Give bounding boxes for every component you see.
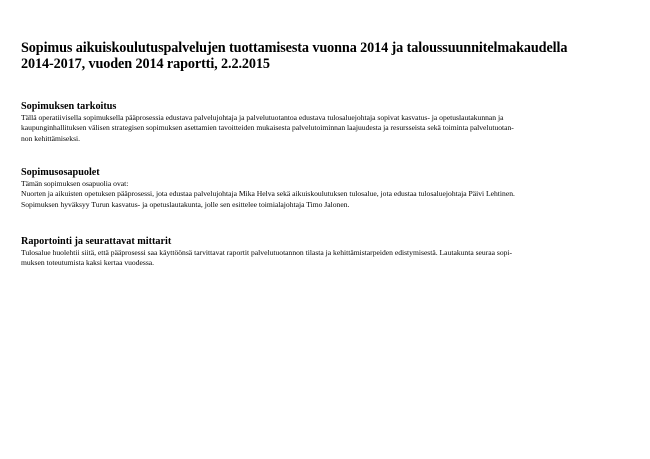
document-title-line-2: 2014-2017, vuoden 2014 raportti, 2.2.2015	[21, 56, 270, 72]
body-line: Sopimuksen hyväksyy Turun kasvatus- ja opetuslautakunta, jolle sen esittelee toimialajohtaja Timo Jalonen.	[21, 199, 350, 209]
body-line: Tämän sopimuksen osapuolia ovat:	[21, 179, 129, 188]
document-title-line-1: Sopimus aikuiskoulutuspalvelujen tuottamisesta vuonna 2014 ja taloussuunnitelmakaudella	[21, 40, 568, 56]
section-body	[21, 248, 627, 269]
body-line: Tulosalue huolehtii siitä, että pääprosessi saa käyttöönsä tarvittavat raportit palvelutuotannon tilasta ja kehittämistarpeiden edistymisestä. Lautakunta seuraa sopi-	[21, 248, 513, 257]
body-line: Nuorten ja aikuisten opetuksen pääprosessi, jota edustaa palvelujohtaja Mika Helva sekä aikuiskoulutuksen tulosalue, jota edustaa tulosaluejohtaja Päivi Lehtinen.	[21, 189, 515, 199]
body-line: muksen toteutumista kaksi kertaa vuodessa.	[21, 258, 155, 268]
document-page	[21, 40, 633, 268]
section-parties	[21, 167, 627, 210]
section-purpose	[21, 101, 627, 144]
section-body	[21, 179, 627, 210]
document-title	[21, 40, 633, 72]
body-line: Tällä operatiivisella sopimuksella pääprosessia edustava palvelujohtaja ja palvelutuotantoa edustava tulosaluejohtaja sopivat kasvatus- ja opetuslautakunnan ja	[21, 113, 504, 122]
section-reporting	[21, 236, 627, 269]
section-heading: Sopimuksen tarkoitus	[21, 101, 117, 112]
section-body	[21, 113, 627, 144]
body-line: kaupunginhallituksen välisen strategisen sopimuksen asettamien tavoitteiden mukaisesta palvelutoiminnan laajuudesta ja resursseista sekä toiminta palvelutuotan-	[21, 123, 514, 133]
body-line: non kehittämiseksi.	[21, 133, 81, 143]
section-heading: Raportointi ja seurattavat mittarit	[21, 236, 172, 247]
section-heading: Sopimusosapuolet	[21, 167, 100, 178]
